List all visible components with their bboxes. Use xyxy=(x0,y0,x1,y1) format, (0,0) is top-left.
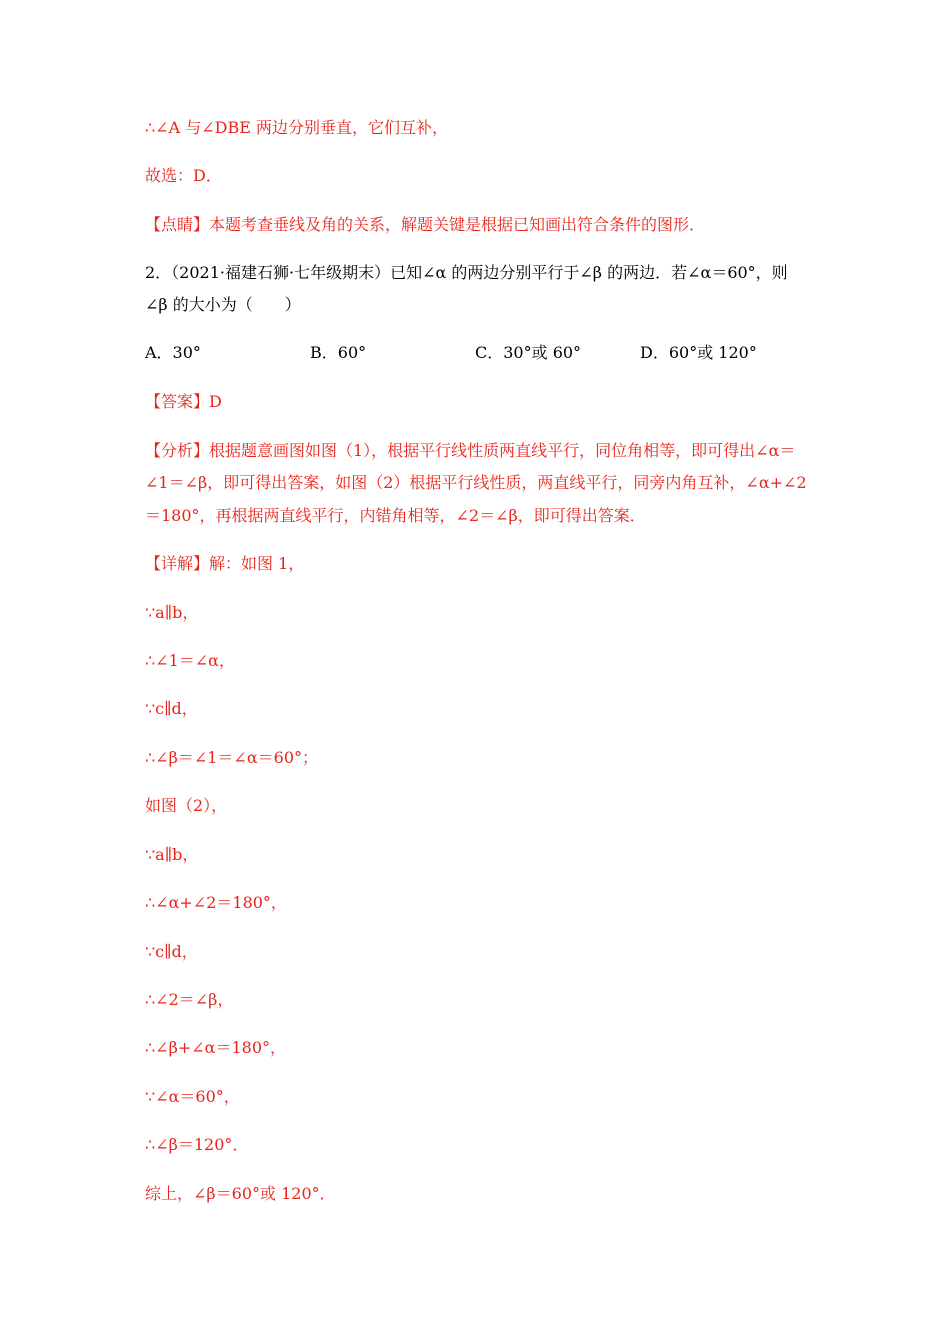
answer-line: 【答案】D xyxy=(145,392,222,411)
detail-line-5: ∴∠β＝∠1＝∠α＝60°； xyxy=(145,748,318,767)
detail-line-13: ∴∠β＝120°． xyxy=(145,1135,249,1154)
detail-line-10: ∴∠2＝∠β， xyxy=(145,990,234,1009)
option-c: C．30°或 60° xyxy=(475,343,582,362)
detail-line-1: 【详解】解：如图 1， xyxy=(145,554,305,573)
detail-line-9: ∵c∥d， xyxy=(145,942,198,961)
option-b: B．60° xyxy=(310,343,367,362)
detail-line-14: 综上，∠β＝60°或 120°． xyxy=(145,1184,336,1203)
detail-line-6: 如图（2）， xyxy=(145,796,228,815)
option-a: A．30° xyxy=(145,343,201,362)
choice-line: 故选：D． xyxy=(145,166,222,185)
detail-line-12: ∵∠α＝60°， xyxy=(145,1087,240,1106)
analysis-line-1: 【分析】根据题意画图如图（1），根据平行线性质两直线平行，同位角相等，即可得出∠α＝ xyxy=(145,441,796,460)
detail-line-4: ∵c∥d， xyxy=(145,699,198,718)
question-stem-line-2: ∠β 的大小为（ ） xyxy=(145,295,301,314)
detail-line-2: ∵a∥b， xyxy=(145,603,199,622)
analysis-line-3: ＝180°，再根据两直线平行，内错角相等，∠2＝∠β，即可得出答案． xyxy=(145,506,646,525)
detail-line-11: ∴∠β+∠α＝180°， xyxy=(145,1038,286,1057)
detail-line-7: ∵a∥b， xyxy=(145,845,199,864)
analysis-line-2: ∠1＝∠β，即可得出答案，如图（2）根据平行线性质，两直线平行，同旁内角互补，∠α+∠2 xyxy=(145,473,807,492)
question-stem-line-1: 2．（2021·福建石狮·七年级期末）已知∠α 的两边分别平行于∠β 的两边．若∠α＝60°，则 xyxy=(145,263,788,282)
detail-line-8: ∴∠α+∠2＝180°， xyxy=(145,893,287,912)
detail-line-3: ∴∠1＝∠α， xyxy=(145,651,235,670)
comment-line: 【点睛】本题考查垂线及角的关系，解题关键是根据已知画出符合条件的图形． xyxy=(145,215,706,234)
option-d: D．60°或 120° xyxy=(640,343,757,362)
conclusion-line: ∴∠A 与∠DBE 两边分别垂直，它们互补， xyxy=(145,118,448,137)
